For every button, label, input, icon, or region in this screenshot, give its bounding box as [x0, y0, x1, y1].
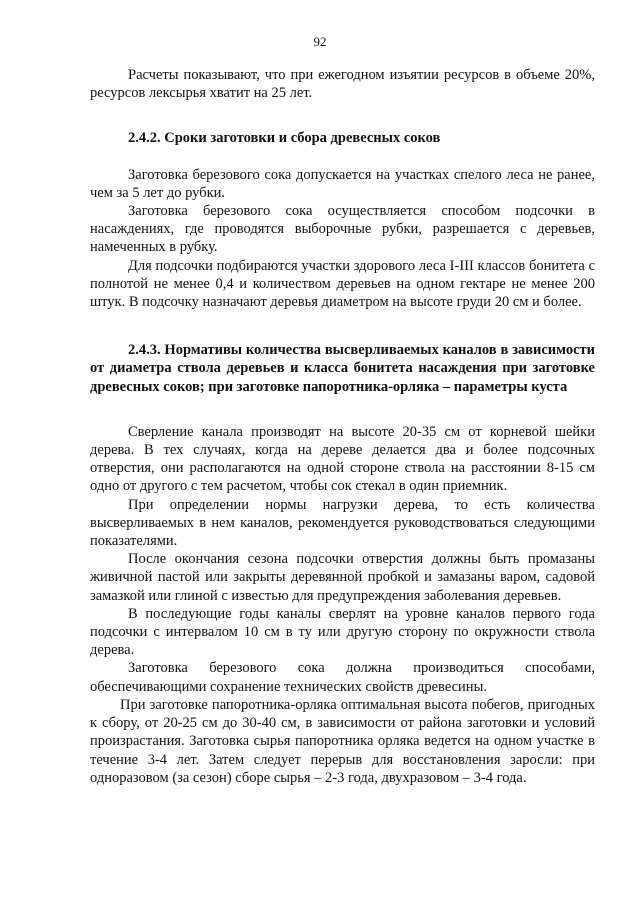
paragraph-site-selection: Для подсочки подбираются участки здорового леса I-III классов бонитета с полнотой не менее 0,4 и количеством деревьев на одном гектаре не менее 200 штук. В подсочку назначают деревья диаметром на высоте груди 20 см и более.	[90, 257, 595, 311]
paragraph-following-years: В последующие годы каналы сверлят на уровне каналов первого года подсочки с интервалом 10 см в ту или другую сторону по окружности ствола дерева.	[90, 605, 595, 659]
paragraph-tapping-method: Заготовка березового сока осуществляется способом подсочки в насаждениях, где проводятся выборочные рубки, разрешается с деревьев, намеченных в рубку.	[90, 203, 595, 256]
paragraph-bracken-fern: При заготовке папоротника-орляка оптимальная высота побегов, пригодных к сбору, от 20-25 см до 30-40 см, в зависимости от района заготовки и условий произрастания. Заготовка сырья папоротника орляка ведется на одном участке в течение 3-4 лет. Затем следует перерыв для восстановления заросли: при одноразовом (за сезон) сборе сырья – 2-3 года, двухразовом – 3-4 года.	[90, 696, 595, 786]
page-number: 92	[313, 34, 327, 49]
paragraph-resources: Расчеты показывают, что при ежегодном изъятии ресурсов в объеме 20%, ресурсов лексырья хватит на 25 лет.	[90, 67, 595, 102]
paragraph-season-end: После окончания сезона подсочки отверстия должны быть промазаны живичной пастой или закрыты деревянной пробкой и замазаны варом, садовой замазкой или глиной с известью для предупреждения заболевания деревьев.	[90, 551, 595, 604]
spacer	[90, 148, 595, 166]
paragraph-wood-preservation: Заготовка березового сока должна производиться способами, обеспечивающими сохранение технических свойств древесины.	[90, 660, 595, 695]
spacer	[90, 311, 595, 341]
paragraph-drilling: Сверление канала производят на высоте 20-35 см от корневой шейки дерева. В тех случаях, когда на дереве делается два и более подсочных отверстия, они располагаются на одной стороне ствола на расстоянии 8-15 см одно от другого с тем расчетом, чтобы сок стекал в один приемник.	[90, 423, 595, 495]
section-heading-2-4-2: 2.4.2. Сроки заготовки и сбора древесных соков	[128, 130, 441, 147]
spacer	[90, 102, 595, 129]
spacer	[90, 396, 595, 423]
section-heading-2-4-3: 2.4.3. Нормативы количества высверливаемых каналов в зависимости от диаметра ствола деревьев и класса бонитета насаждения при заготовке древесных соков; при заготовке папоротника-орляка – параметры куста	[90, 342, 595, 395]
paragraph-load-norm: При определении нормы нагрузки дерева, то есть количества высверливаемых в нем каналов, рекомендуется руководствоваться следующими показателями.	[90, 496, 595, 550]
body-text	[90, 66, 595, 787]
paragraph-birch-sap-terms: Заготовка березового сока допускается на участках спелого леса не ранее, чем за 5 лет до рубки.	[90, 166, 595, 201]
